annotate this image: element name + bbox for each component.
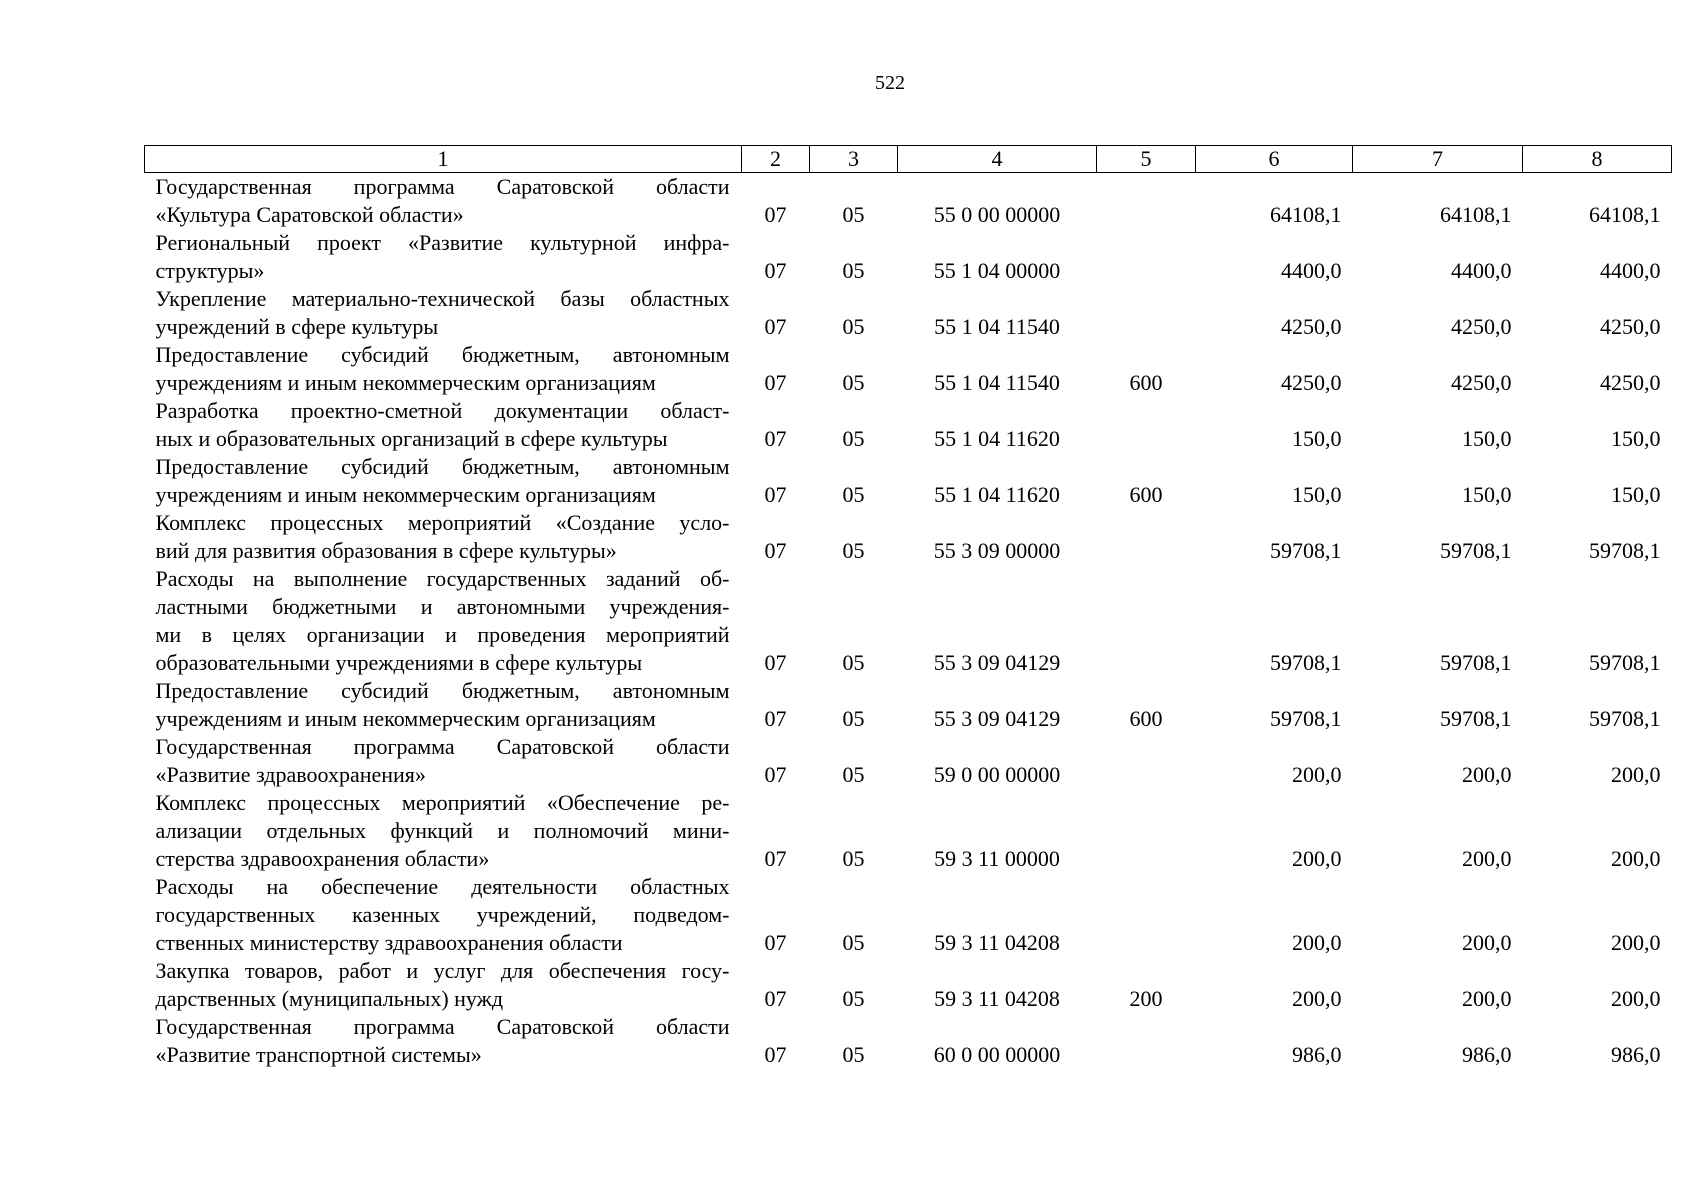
row-description: [145, 873, 742, 957]
column-header-4: 4: [898, 146, 1097, 173]
description-line: Региональный проект «Развитие культурной инфра-: [155, 230, 730, 255]
description-line: Закупка товаров, работ и услуг для обеспечения госу-: [155, 958, 730, 983]
amount-col-7: 59708,1: [1440, 706, 1512, 731]
row-description: [145, 1013, 742, 1069]
expense-type-code: 600: [1129, 706, 1163, 731]
amount-col-7: 200,0: [1462, 762, 1512, 787]
table-row: [145, 1013, 1672, 1069]
description-line: структуры»: [155, 258, 265, 283]
amount-col-6: 200,0: [1292, 762, 1342, 787]
description-line: вий для развития образования в сфере культуры»: [155, 538, 617, 563]
description-line: ми в целях организации и проведения мероприятий: [155, 622, 730, 647]
amount-col-7: 150,0: [1462, 426, 1512, 451]
table-row: [145, 873, 1672, 957]
row-description: [145, 565, 742, 677]
description-line: учреждениям и иным некоммерческим организациям: [155, 370, 656, 395]
row-description: [145, 341, 742, 397]
section-code: 07: [764, 650, 787, 675]
section-code: 07: [764, 1042, 787, 1067]
subsection-code: 05: [842, 930, 865, 955]
description-line: стерства здравоохранения области»: [155, 846, 490, 871]
amount-col-8: 200,0: [1611, 986, 1661, 1011]
description-line: дарственных (муниципальных) нужд: [155, 986, 504, 1011]
table-row: [145, 677, 1672, 733]
description-line: Государственная программа Саратовской области: [155, 1014, 730, 1039]
expense-type-code: [1097, 1013, 1196, 1069]
description-line: Укрепление материально-технической базы областных: [155, 286, 730, 311]
amount-col-7: 200,0: [1462, 846, 1512, 871]
row-description: [145, 733, 742, 789]
amount-col-8: 986,0: [1611, 1042, 1661, 1067]
amount-col-7: 64108,1: [1440, 202, 1512, 227]
expense-type-code: [1097, 873, 1196, 957]
table-row: [145, 397, 1672, 453]
row-description: [145, 509, 742, 565]
description-line: Комплекс процессных мероприятий «Создание усло-: [155, 510, 730, 535]
section-code: 07: [764, 986, 787, 1011]
target-article-code: 55 1 04 11620: [934, 426, 1060, 451]
description-line: «Развитие здравоохранения»: [155, 762, 426, 787]
description-line: Разработка проектно-сметной документации област-: [155, 398, 730, 423]
amount-col-7: 59708,1: [1440, 538, 1512, 563]
amount-col-8: 4250,0: [1600, 370, 1661, 395]
amount-col-6: 150,0: [1292, 482, 1342, 507]
column-header-3: 3: [810, 146, 898, 173]
description-line: Предоставление субсидий бюджетным, автономным: [155, 678, 730, 703]
page-number: 522: [875, 72, 905, 94]
target-article-code: 55 3 09 04129: [933, 706, 1061, 731]
target-article-code: 60 0 00 00000: [933, 1042, 1061, 1067]
section-code: 07: [764, 482, 787, 507]
row-description: [145, 173, 742, 230]
expense-type-code: [1097, 733, 1196, 789]
header-row: [145, 146, 1672, 173]
description-line: учреждениям и иным некоммерческим организациям: [155, 482, 656, 507]
table-row: [145, 341, 1672, 397]
budget-table: [144, 145, 1672, 1069]
section-code: 07: [764, 314, 787, 339]
amount-col-8: 64108,1: [1589, 202, 1661, 227]
amount-col-6: 4250,0: [1281, 314, 1342, 339]
description-line: ственных министерству здравоохранения области: [155, 930, 623, 955]
subsection-code: 05: [842, 370, 865, 395]
target-article-code: 55 1 04 11620: [934, 482, 1060, 507]
subsection-code: 05: [842, 846, 865, 871]
description-line: учреждений в сфере культуры: [155, 314, 439, 339]
amount-col-6: 150,0: [1292, 426, 1342, 451]
table-row: [145, 229, 1672, 285]
description-line: Расходы на обеспечение деятельности областных: [155, 874, 730, 899]
column-header-5: 5: [1097, 146, 1196, 173]
amount-col-6: 59708,1: [1270, 538, 1342, 563]
target-article-code: 55 1 04 11540: [934, 370, 1060, 395]
amount-col-8: 150,0: [1611, 426, 1661, 451]
amount-col-8: 200,0: [1611, 846, 1661, 871]
amount-col-6: 4250,0: [1281, 370, 1342, 395]
column-header-7: 7: [1353, 146, 1523, 173]
subsection-code: 05: [842, 482, 865, 507]
amount-col-6: 59708,1: [1270, 650, 1342, 675]
table-row: [145, 733, 1672, 789]
amount-col-6: 59708,1: [1270, 706, 1342, 731]
expense-type-code: [1097, 285, 1196, 341]
section-code: 07: [764, 538, 787, 563]
amount-col-7: 59708,1: [1440, 650, 1512, 675]
subsection-code: 05: [842, 314, 865, 339]
description-line: «Культура Саратовской области»: [155, 202, 464, 227]
description-line: образовательными учреждениями в сфере культуры: [155, 650, 643, 675]
target-article-code: 55 3 09 00000: [933, 538, 1061, 563]
amount-col-8: 200,0: [1611, 762, 1661, 787]
description-line: Предоставление субсидий бюджетным, автономным: [155, 454, 730, 479]
table-body: [145, 173, 1672, 1070]
expense-type-code: [1097, 509, 1196, 565]
amount-col-8: 59708,1: [1589, 538, 1661, 563]
description-line: ных и образовательных организаций в сфере культуры: [155, 426, 668, 451]
description-line: Предоставление субсидий бюджетным, автономным: [155, 342, 730, 367]
amount-col-8: 4250,0: [1600, 314, 1661, 339]
expense-type-code: 200: [1129, 986, 1163, 1011]
target-article-code: 59 3 11 00000: [934, 846, 1060, 871]
description-line: Комплекс процессных мероприятий «Обеспечение ре-: [155, 790, 730, 815]
amount-col-8: 4400,0: [1600, 258, 1661, 283]
subsection-code: 05: [842, 538, 865, 563]
expense-type-code: [1097, 229, 1196, 285]
section-code: 07: [764, 258, 787, 283]
amount-col-7: 150,0: [1462, 482, 1512, 507]
target-article-code: 59 0 00 00000: [933, 762, 1061, 787]
subsection-code: 05: [842, 426, 865, 451]
description-line: учреждениям и иным некоммерческим организациям: [155, 706, 656, 731]
amount-col-7: 986,0: [1462, 1042, 1512, 1067]
amount-col-6: 200,0: [1292, 930, 1342, 955]
description-line: государственных казенных учреждений, подведом-: [155, 902, 730, 927]
amount-col-6: 4400,0: [1281, 258, 1342, 283]
subsection-code: 05: [842, 1042, 865, 1067]
expense-type-code: [1097, 565, 1196, 677]
table-row: [145, 509, 1672, 565]
target-article-code: 55 1 04 00000: [933, 258, 1061, 283]
amount-col-8: 200,0: [1611, 930, 1661, 955]
row-description: [145, 453, 742, 509]
target-article-code: 55 0 00 00000: [933, 202, 1061, 227]
column-header-1: 1: [145, 146, 742, 173]
subsection-code: 05: [842, 258, 865, 283]
amount-col-8: 150,0: [1611, 482, 1661, 507]
section-code: 07: [764, 202, 787, 227]
description-line: Расходы на выполнение государственных заданий об-: [155, 566, 730, 591]
section-code: 07: [764, 930, 787, 955]
column-header-6: 6: [1196, 146, 1353, 173]
expense-type-code: [1097, 173, 1196, 230]
column-header-8: 8: [1523, 146, 1672, 173]
description-line: «Развитие транспортной системы»: [155, 1042, 482, 1067]
section-code: 07: [764, 426, 787, 451]
subsection-code: 05: [842, 762, 865, 787]
target-article-code: 55 3 09 04129: [933, 650, 1061, 675]
section-code: 07: [764, 370, 787, 395]
table-row: [145, 285, 1672, 341]
section-code: 07: [764, 706, 787, 731]
row-description: [145, 789, 742, 873]
amount-col-8: 59708,1: [1589, 650, 1661, 675]
expense-type-code: 600: [1129, 482, 1163, 507]
row-description: [145, 957, 742, 1013]
target-article-code: 59 3 11 04208: [934, 930, 1060, 955]
amount-col-7: 200,0: [1462, 986, 1512, 1011]
row-description: [145, 397, 742, 453]
amount-col-6: 986,0: [1292, 1042, 1342, 1067]
table-row: [145, 173, 1672, 230]
description-line: ластными бюджетными и автономными учреждения-: [155, 594, 730, 619]
table-row: [145, 453, 1672, 509]
target-article-code: 59 3 11 04208: [934, 986, 1060, 1011]
subsection-code: 05: [842, 706, 865, 731]
amount-col-7: 4250,0: [1451, 314, 1512, 339]
column-header-2: 2: [742, 146, 810, 173]
expense-type-code: [1097, 789, 1196, 873]
subsection-code: 05: [842, 650, 865, 675]
amount-col-7: 200,0: [1462, 930, 1512, 955]
description-line: ализации отдельных функций и полномочий мини-: [155, 818, 730, 843]
table-row: [145, 565, 1672, 677]
table-row: [145, 789, 1672, 873]
description-line: Государственная программа Саратовской области: [155, 174, 730, 199]
subsection-code: 05: [842, 986, 865, 1011]
amount-col-8: 59708,1: [1589, 706, 1661, 731]
section-code: 07: [764, 846, 787, 871]
description-line: Государственная программа Саратовской области: [155, 734, 730, 759]
expense-type-code: 600: [1129, 370, 1163, 395]
amount-col-6: 200,0: [1292, 986, 1342, 1011]
row-description: [145, 285, 742, 341]
expense-type-code: [1097, 397, 1196, 453]
row-description: [145, 677, 742, 733]
amount-col-7: 4250,0: [1451, 370, 1512, 395]
target-article-code: 55 1 04 11540: [934, 314, 1060, 339]
section-code: 07: [764, 762, 787, 787]
amount-col-7: 4400,0: [1451, 258, 1512, 283]
table-row: [145, 957, 1672, 1013]
amount-col-6: 64108,1: [1270, 202, 1342, 227]
amount-col-6: 200,0: [1292, 846, 1342, 871]
subsection-code: 05: [842, 202, 865, 227]
row-description: [145, 229, 742, 285]
